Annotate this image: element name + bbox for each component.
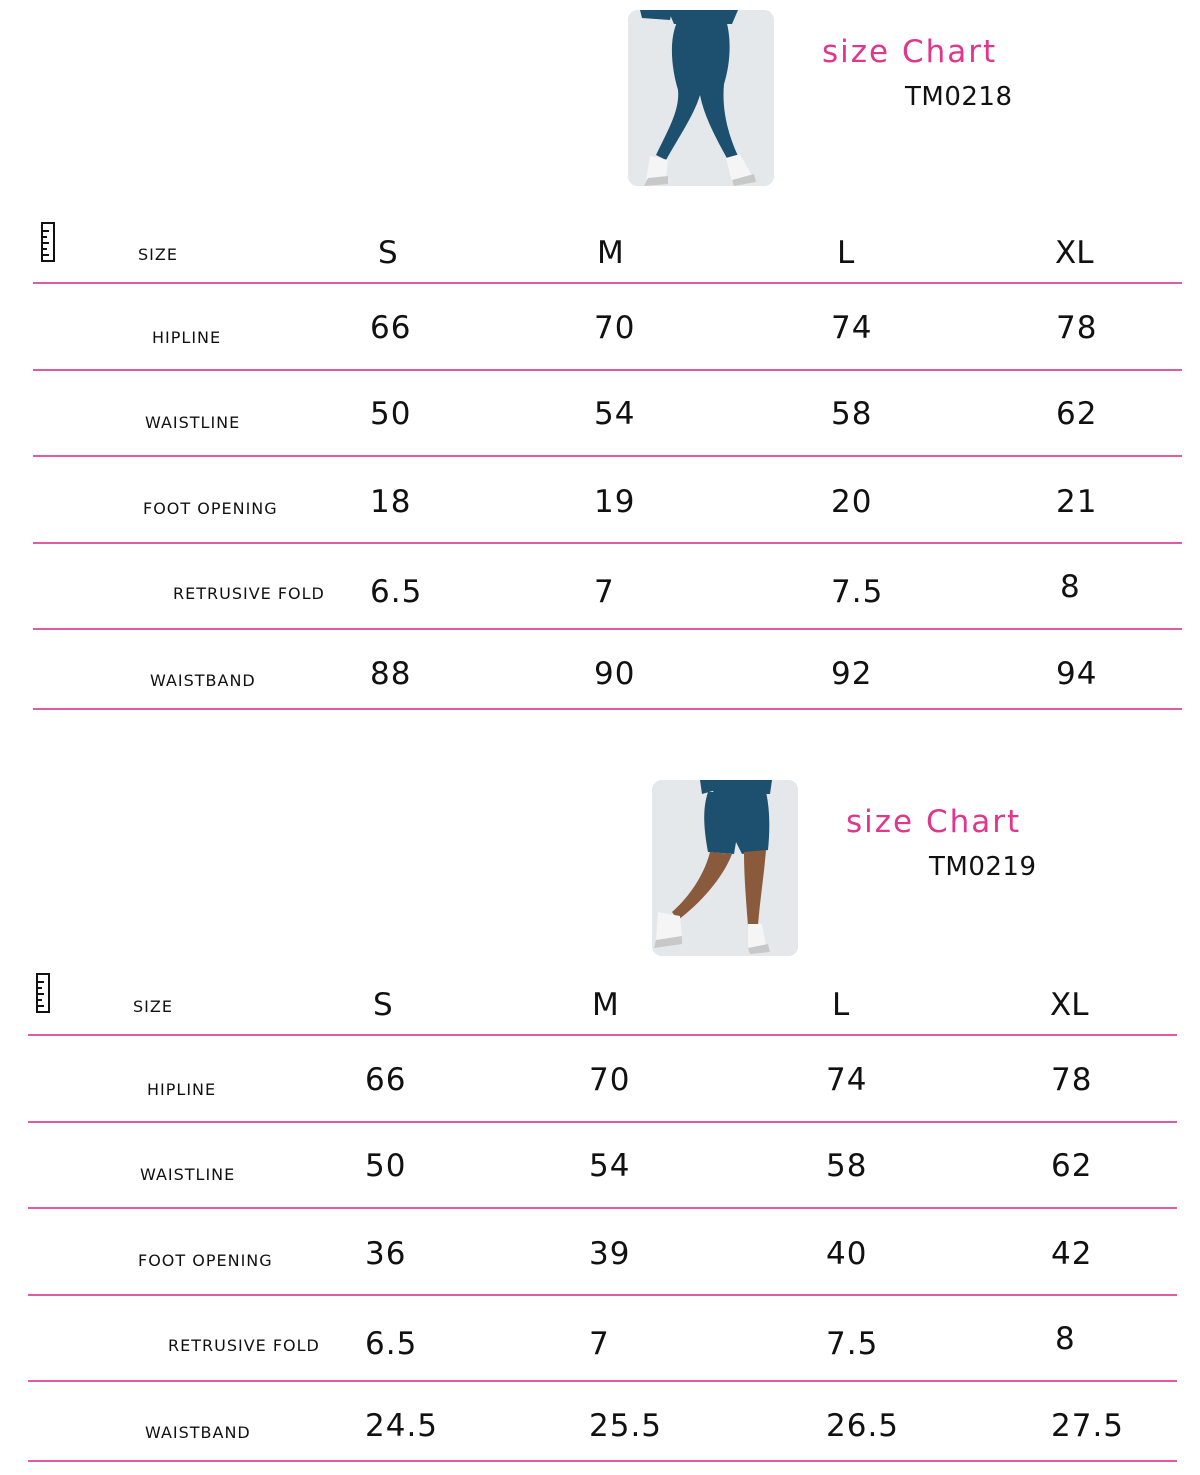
table-cell: 62 [1051,1148,1093,1184]
table-cell: 50 [370,396,412,432]
model-code: TM0218 [905,82,1013,112]
table-cell: 26.5 [826,1408,900,1444]
chart-title: size Chart [846,804,1022,840]
table-cell: 18 [370,484,412,520]
table-cell: 92 [831,656,873,692]
row-label-hipline: HIPLINE [147,1080,217,1099]
chart-title: size Chart [822,34,998,70]
row-label-waistband: WAISTBAND [150,671,256,690]
table-cell: 21 [1056,484,1098,520]
size-column-label: SIZE [138,245,178,264]
table-cell: 70 [589,1062,631,1098]
row-divider [28,1121,1177,1123]
table-cell: 54 [589,1148,631,1184]
size-header-s: S [373,987,393,1023]
size-column-label: SIZE [133,997,173,1016]
table-cell: 20 [831,484,873,520]
row-label-foot-opening: FOOT OPENING [143,499,278,518]
table-cell: 19 [594,484,636,520]
row-label-foot-opening: FOOT OPENING [138,1251,273,1270]
table-cell: 7.5 [831,574,884,610]
row-divider [28,1380,1177,1382]
table-cell: 39 [589,1236,631,1272]
table-cell: 88 [370,656,412,692]
size-header-l: L [832,987,850,1023]
table-cell: 62 [1056,396,1098,432]
table-cell: 7 [589,1326,610,1362]
table-cell: 6.5 [370,574,423,610]
table-cell: 58 [831,396,873,432]
table-cell: 7 [594,574,615,610]
model-code: TM0219 [929,852,1037,882]
table-cell: 70 [594,310,636,346]
size-header-m: M [592,987,619,1023]
table-cell: 36 [365,1236,407,1272]
table-cell: 66 [370,310,412,346]
table-cell: 8 [1060,569,1081,605]
table-cell: 74 [831,310,873,346]
table-cell: 6.5 [365,1326,418,1362]
row-label-waistline: WAISTLINE [145,413,241,432]
table-cell: 50 [365,1148,407,1184]
table-cell: 90 [594,656,636,692]
row-label-retrusive-fold: RETRUSIVE FOLD [173,584,325,603]
ruler-icon [36,973,50,1013]
table-cell: 66 [365,1062,407,1098]
table-cell: 42 [1051,1236,1093,1272]
row-label-retrusive-fold: RETRUSIVE FOLD [168,1336,320,1355]
size-header-l: L [837,235,855,271]
table-cell: 24.5 [365,1408,439,1444]
table-cell: 78 [1051,1062,1093,1098]
size-header-s: S [378,235,398,271]
row-divider [28,1294,1177,1296]
table-cell: 7.5 [826,1326,879,1362]
row-divider [28,1207,1177,1209]
size-header-xl: XL [1050,987,1089,1023]
product-photo-shorts [652,780,798,956]
table-cell: 74 [826,1062,868,1098]
table-cell: 40 [826,1236,868,1272]
table-cell: 58 [826,1148,868,1184]
size-header-m: M [597,235,624,271]
table-cell: 94 [1056,656,1098,692]
row-label-waistline: WAISTLINE [140,1165,236,1184]
row-label-waistband: WAISTBAND [145,1423,251,1442]
row-label-hipline: HIPLINE [152,328,222,347]
table-cell: 27.5 [1051,1408,1125,1444]
row-divider [28,1460,1177,1462]
row-divider [28,1034,1177,1036]
table-cell: 78 [1056,310,1098,346]
table-cell: 54 [594,396,636,432]
table-cell: 8 [1055,1321,1076,1357]
shorts-figure [652,780,798,956]
table-cell: 25.5 [589,1408,663,1444]
size-header-xl: XL [1055,235,1094,271]
